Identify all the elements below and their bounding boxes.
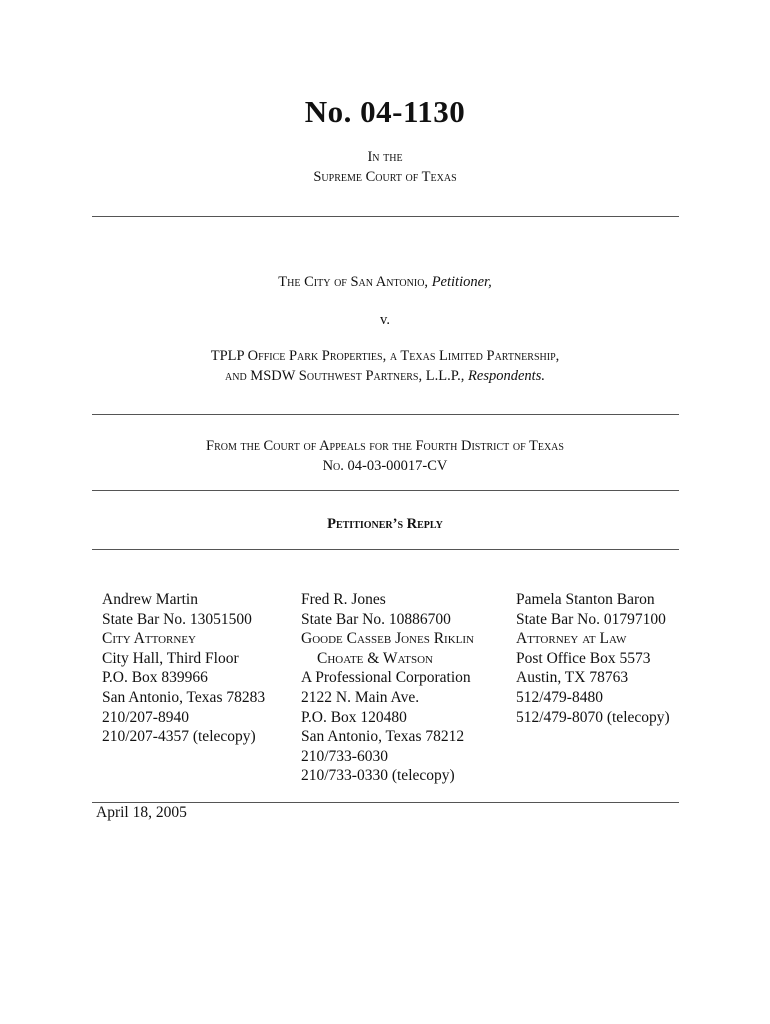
counsel-line: 2122 N. Main Ave. <box>301 688 420 706</box>
divider-4 <box>92 549 679 550</box>
counsel-line: Fred R. Jones <box>301 591 386 608</box>
counsel-line: State Bar No. 13051500 <box>102 610 252 628</box>
respondents-name: and MSDW Southwest Partners, L.L.P., <box>225 368 465 384</box>
court-line-2: Supreme Court of Texas <box>313 169 457 185</box>
counsel-column-3 <box>516 590 670 727</box>
appeal-case-number: No. 04-03-00017-CV <box>322 458 448 474</box>
petitioner-role: Petitioner, <box>431 274 492 290</box>
counsel-line: Austin, TX 78763 <box>516 669 629 687</box>
respondents-line-2 <box>0 366 770 386</box>
counsel-line: City Hall, Third Floor <box>102 649 239 667</box>
counsel-line: San Antonio, Texas 78283 <box>102 688 266 706</box>
case-number: No. 04-1130 <box>304 94 466 129</box>
counsel-line: P.O. Box 120480 <box>301 708 407 726</box>
counsel-line: Pamela Stanton Baron <box>516 591 655 608</box>
counsel-line: 210/733-0330 (telecopy) <box>301 767 455 785</box>
counsel-line: Post Office Box 5573 <box>516 649 651 667</box>
divider-5 <box>92 802 679 803</box>
versus: v. <box>380 312 390 328</box>
counsel-line: Andrew Martin <box>102 591 198 608</box>
court-line-1: In the <box>367 149 403 165</box>
appeal-court-line: From the Court of Appeals for the Fourth District of Texas <box>206 438 564 454</box>
document-title: Petitioner’s Reply <box>327 516 443 532</box>
counsel-line: Goode Casseb Jones Riklin <box>301 630 474 648</box>
counsel-column-2 <box>301 590 474 786</box>
counsel-line: State Bar No. 01797100 <box>516 610 666 628</box>
respondents-role: Respondents. <box>468 368 545 384</box>
divider-3 <box>92 490 679 491</box>
counsel-line: P.O. Box 839966 <box>102 669 208 687</box>
counsel-line: 210/207-8940 <box>102 708 189 726</box>
counsel-line: A Professional Corporation <box>301 669 471 687</box>
counsel-line: City Attorney <box>102 630 197 648</box>
respondents-line-1: TPLP Office Park Properties, a Texas Limited Partnership, <box>210 348 560 364</box>
counsel-line: San Antonio, Texas 78212 <box>301 728 465 746</box>
counsel-column-1 <box>102 590 265 747</box>
counsel-line: Choate & Watson <box>317 649 433 667</box>
counsel-line: Attorney at Law <box>516 630 627 648</box>
counsel-line: 512/479-8480 <box>516 688 603 706</box>
divider-2 <box>92 414 679 415</box>
counsel-line: 512/479-8070 (telecopy) <box>516 708 670 726</box>
counsel-line: State Bar No. 10886700 <box>301 610 451 628</box>
counsel-line: 210/207-4357 (telecopy) <box>102 728 256 746</box>
petitioner-line <box>0 272 770 292</box>
divider-1 <box>92 216 679 217</box>
counsel-line: 210/733-6030 <box>301 747 388 765</box>
petitioner-name: The City of San Antonio, <box>278 274 429 290</box>
filing-date: April 18, 2005 <box>96 804 187 821</box>
